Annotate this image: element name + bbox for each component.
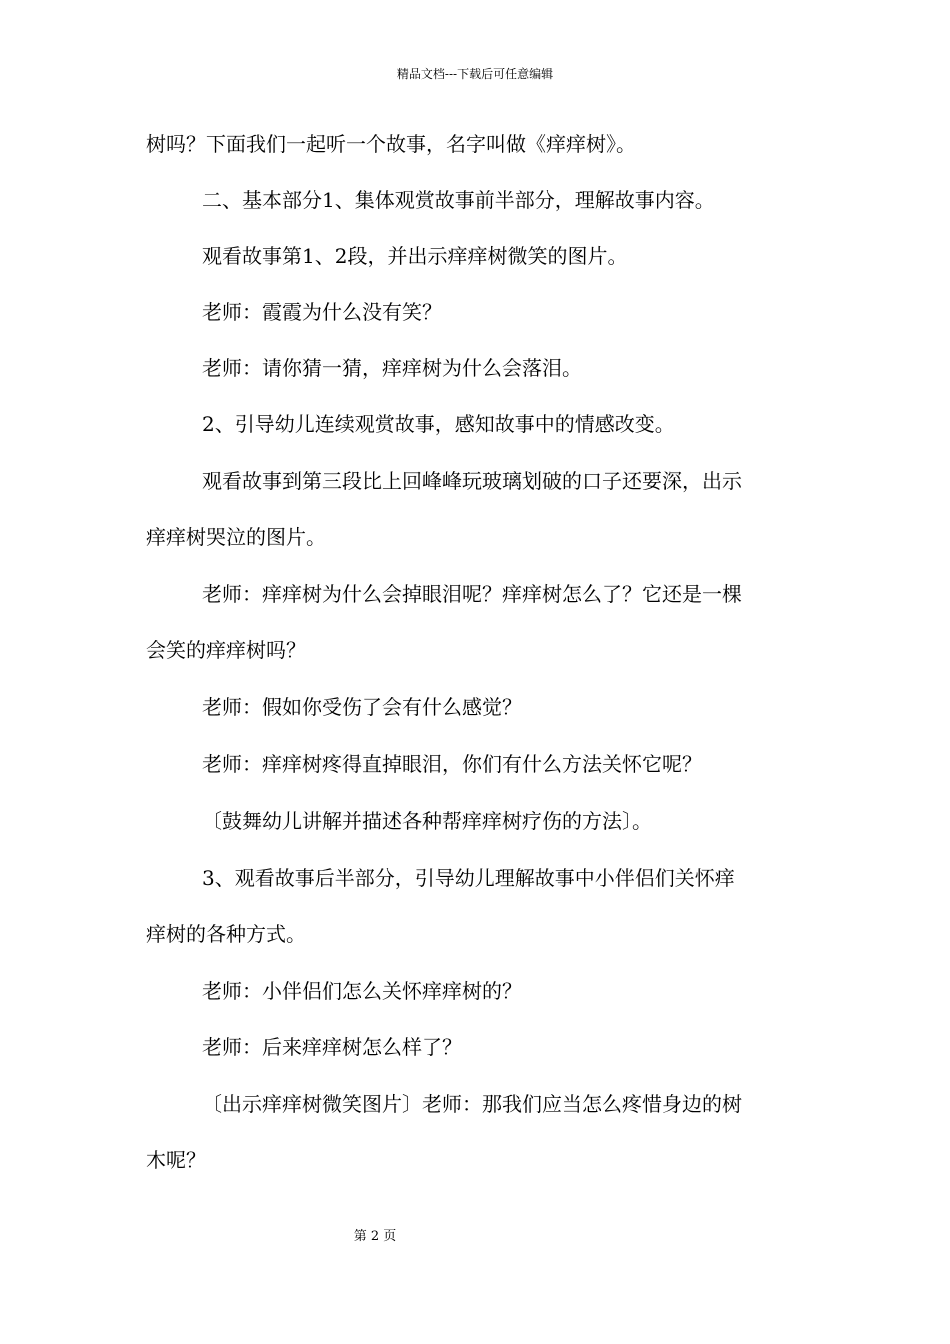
page-number: 第 2 页 — [353, 1229, 397, 1244]
body-line-15: 痒树的各种方式。 — [146, 922, 306, 946]
body-line-13: 〔鼓舞幼儿讲解并描述各种帮痒痒树疗伤的方法〕。 — [202, 809, 652, 833]
body-line-18: 〔出示痒痒树微笑图片〕老师：那我们应当怎么疼惜身边的树 — [202, 1092, 742, 1116]
body-line-12: 老师：痒痒树疼得直掉眼泪，你们有什么方法关怀它呢？ — [202, 752, 702, 776]
body-line-19: 木呢？ — [146, 1148, 206, 1172]
body-line-11: 老师：假如你受伤了会有什么感觉？ — [202, 695, 522, 719]
body-line-8: 痒痒树哭泣的图片。 — [146, 525, 326, 549]
body-line-6: 2、引导幼儿连续观赏故事，感知故事中的情感改变。 — [202, 412, 675, 436]
body-line-14: 3、观看故事后半部分，引导幼儿理解故事中小伴侣们关怀痒 — [202, 866, 735, 890]
body-line-9: 老师：痒痒树为什么会掉眼泪呢？痒痒树怎么了？它还是一棵 — [202, 582, 742, 606]
body-line-17: 老师：后来痒痒树怎么样了？ — [202, 1035, 462, 1059]
body-line-3: 观看故事第1、2段，并出示痒痒树微笑的图片。 — [202, 244, 628, 268]
body-line-16: 老师：小伴侣们怎么关怀痒痒树的？ — [202, 979, 522, 1003]
body-line-5: 老师：请你猜一猜，痒痒树为什么会落泪。 — [202, 356, 582, 380]
body-line-1: 树吗？下面我们一起听一个故事，名字叫做《痒痒树》。 — [146, 132, 636, 156]
body-line-2: 二、基本部分1、集体观赏故事前半部分，理解故事内容。 — [202, 188, 715, 212]
body-line-4: 老师：霞霞为什么没有笑？ — [202, 300, 442, 324]
body-line-10: 会笑的痒痒树吗？ — [146, 638, 306, 662]
body-line-7: 观看故事到第三段比上回峰峰玩玻璃划破的口子还要深，出示 — [202, 469, 742, 493]
page-header: 精品文档---下载后可任意编辑 — [396, 67, 554, 81]
